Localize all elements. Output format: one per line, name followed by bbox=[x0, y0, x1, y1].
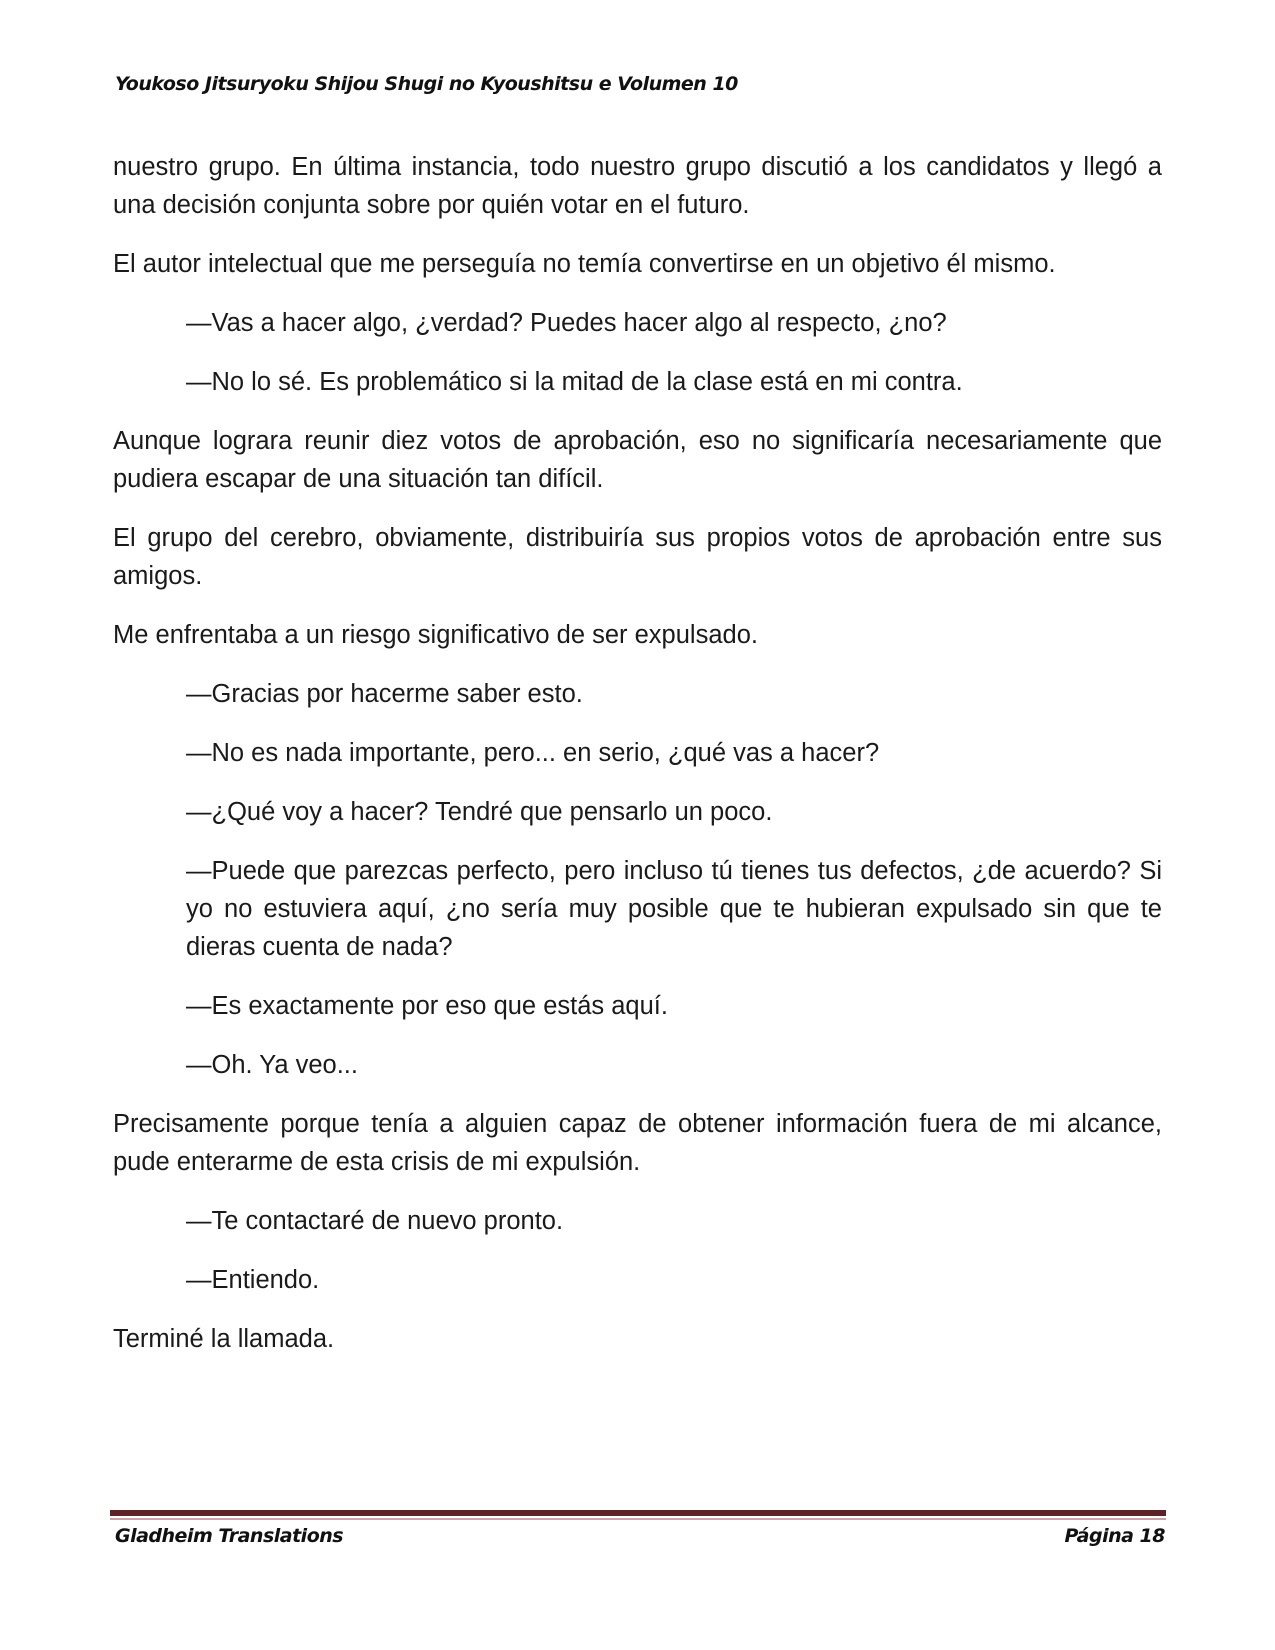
dialogue-line: —Gracias por hacerme saber esto. bbox=[186, 680, 583, 708]
footer-translator: Gladheim Translations bbox=[115, 1525, 344, 1547]
footer-divider bbox=[110, 1510, 1166, 1516]
dialogue-line: —Puede que parezcas perfecto, pero incluso tú tienes tus defectos, ¿de acuerdo? Si yo no estuviera aquí, ¿no sería muy posible que te hubieran expulsado sin que te dieras cuenta de nada? bbox=[186, 857, 1162, 961]
dialogue-line: —Vas a hacer algo, ¿verdad? Puedes hacer algo al respecto, ¿no? bbox=[186, 309, 947, 337]
dialogue-line: —¿Qué voy a hacer? Tendré que pensarlo un poco. bbox=[186, 798, 773, 826]
paragraph: El grupo del cerebro, obviamente, distribuiría sus propios votos de aprobación entre sus amigos. bbox=[113, 524, 1162, 590]
dialogue-line: —No es nada importante, pero... en serio, ¿qué vas a hacer? bbox=[186, 739, 880, 767]
dialogue-line: —Te contactaré de nuevo pronto. bbox=[186, 1207, 564, 1235]
dialogue-line: —Es exactamente por eso que estás aquí. bbox=[186, 992, 668, 1020]
paragraph: Precisamente porque tenía a alguien capaz de obtener información fuera de mi alcance, pude enterarme de esta crisis de mi expulsión. bbox=[113, 1110, 1162, 1176]
running-header: Youkoso Jitsuryoku Shijou Shugi no Kyoushitsu e Volumen 10 bbox=[115, 73, 738, 95]
paragraph: Terminé la llamada. bbox=[113, 1325, 335, 1353]
dialogue-line: —Entiendo. bbox=[186, 1266, 320, 1294]
paragraph: El autor intelectual que me perseguía no temía convertirse en un objetivo él mismo. bbox=[113, 250, 1056, 278]
page-number: Página 18 bbox=[1064, 1525, 1165, 1547]
paragraph: Aunque lograra reunir diez votos de aprobación, eso no significaría necesariamente que pudiera escapar de una situación tan difícil. bbox=[113, 427, 1162, 493]
dialogue-line: —Oh. Ya veo... bbox=[186, 1051, 358, 1079]
footer-divider-light bbox=[110, 1518, 1166, 1520]
dialogue-line: —No lo sé. Es problemático si la mitad de la clase está en mi contra. bbox=[186, 368, 963, 396]
paragraph: Me enfrentaba a un riesgo significativo de ser expulsado. bbox=[113, 621, 758, 649]
paragraph: nuestro grupo. En última instancia, todo nuestro grupo discutió a los candidatos y llegó a una decisión conjunta sobre por quién votar en el futuro. bbox=[113, 153, 1162, 219]
page-body bbox=[113, 148, 1162, 1379]
